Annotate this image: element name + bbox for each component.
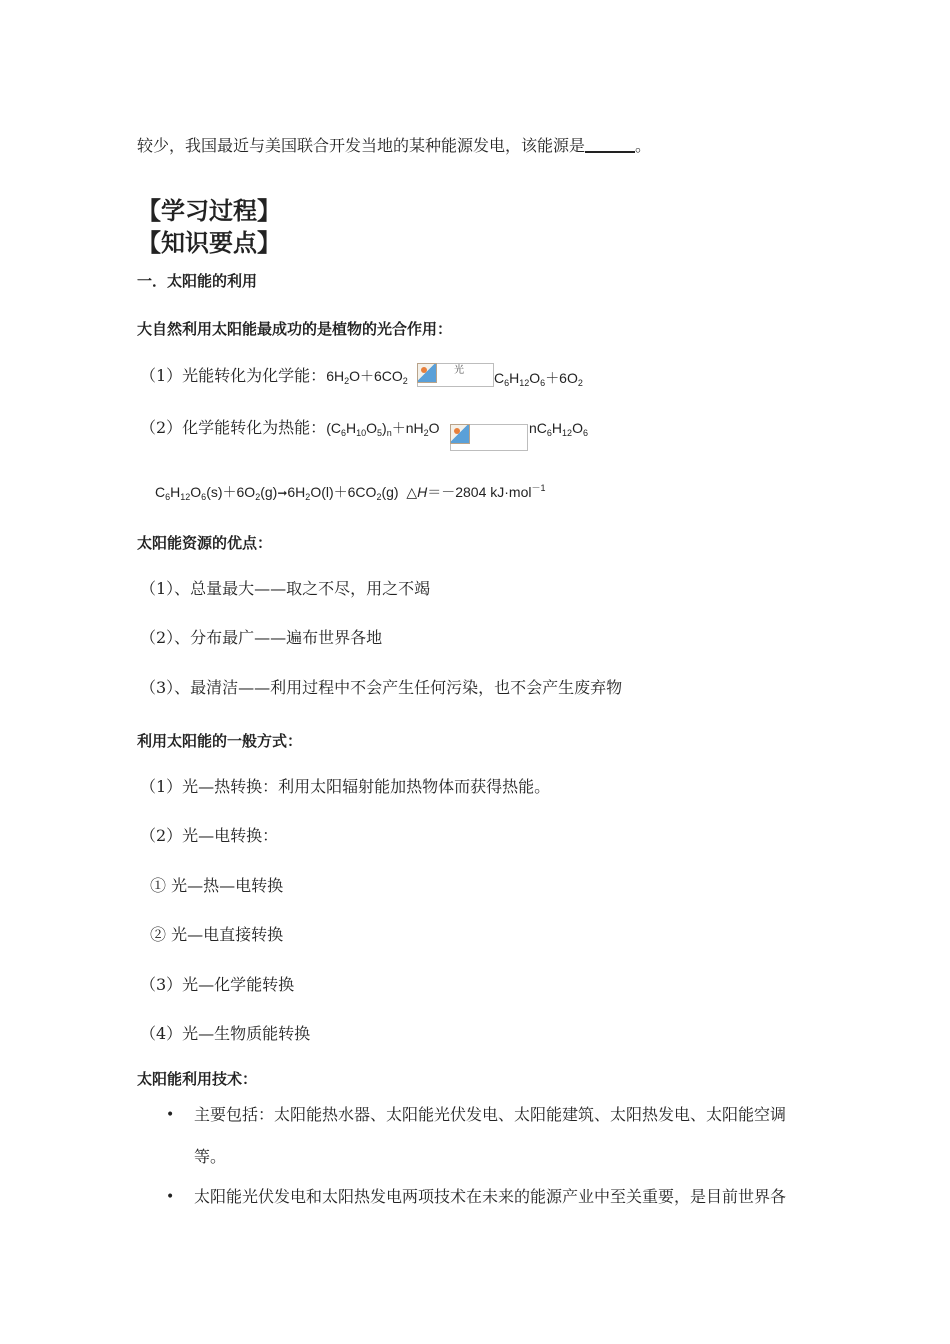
heading-learning-process: 【学习过程】 bbox=[137, 197, 281, 225]
intro-end: 。 bbox=[635, 136, 652, 155]
eq2-products: $nC_6H_{12}O_6$ bbox=[529, 420, 588, 438]
advantages-title: 太阳能资源的优点： bbox=[137, 534, 273, 552]
eq2-reactants: $(C_6H_{10}O_5)_n+nH_2O$ bbox=[326, 420, 440, 438]
heading-knowledge-points: 【知识要点】 bbox=[137, 229, 281, 257]
advantage-item: （2）、分布最广——遍布世界各地 bbox=[140, 628, 383, 647]
eq1-products: $C_6H_{12}O_6+6O_2$ bbox=[494, 370, 583, 388]
tech-bullet-1-line2: 等。 bbox=[194, 1147, 227, 1166]
thermochemical-equation: $C_6H_{12}O_6(s)+6O_2(g)➞6H_2O(l)+6CO_2(g)$ △H＝－2804 kJ·mol$^{-1}$ bbox=[155, 483, 546, 502]
answer-blank[interactable] bbox=[585, 137, 635, 153]
equation-1 bbox=[140, 366, 408, 386]
broken-image-icon bbox=[450, 424, 470, 444]
tech-bullet-1-line1: 主要包括：太阳能热水器、太阳能光伏发电、太阳能建筑、太阳热发电、太阳能空调 bbox=[194, 1105, 787, 1124]
tech-bullet-2-line1: 太阳能光伏发电和太阳热发电两项技术在未来的能源产业中至关重要，是目前世界各 bbox=[194, 1187, 787, 1206]
method-subitem: ① 光—热—电转换 bbox=[150, 876, 284, 895]
tech-title: 太阳能利用技术： bbox=[137, 1070, 258, 1088]
eq2-prefix: （2）化学能转化为热能： bbox=[140, 418, 327, 437]
methods-title: 利用太阳能的一般方式： bbox=[137, 732, 303, 750]
method-item: （2）光—电转换： bbox=[140, 826, 279, 845]
intro-text: 较少，我国最近与美国联合开发当地的某种能源发电，该能源是 bbox=[137, 136, 586, 155]
broken-image-icon bbox=[417, 363, 437, 383]
eq1-prefix: （1）光能转化为化学能： bbox=[140, 366, 327, 385]
light-label: 光 bbox=[454, 365, 464, 376]
method-item: （3）光—化学能转换 bbox=[140, 975, 295, 994]
section-title-solar-use: 一．太阳能的利用 bbox=[137, 272, 258, 290]
equation-2 bbox=[140, 418, 440, 438]
method-item: （1）光—热转换：利用太阳辐射能加热物体而获得热能。 bbox=[140, 777, 551, 796]
eq2-arrow-image bbox=[450, 424, 528, 451]
advantage-item: （3）、最清洁——利用过程中不会产生任何污染，也不会产生废弃物 bbox=[140, 678, 623, 697]
bullet-dot: • bbox=[166, 1107, 175, 1123]
bullet-dot: • bbox=[166, 1189, 175, 1205]
eq1-reactants: $6H_2O+6CO_2$ bbox=[326, 368, 408, 386]
advantage-item: （1）、总量最大——取之不尽，用之不竭 bbox=[140, 579, 431, 598]
intro-line bbox=[137, 136, 651, 156]
method-item: （4）光—生物质能转换 bbox=[140, 1024, 311, 1043]
method-subitem: ② 光—电直接转换 bbox=[150, 925, 284, 944]
photosynthesis-intro: 大自然利用太阳能最成功的是植物的光合作用： bbox=[137, 320, 453, 338]
eq1-arrow-image bbox=[417, 363, 494, 387]
